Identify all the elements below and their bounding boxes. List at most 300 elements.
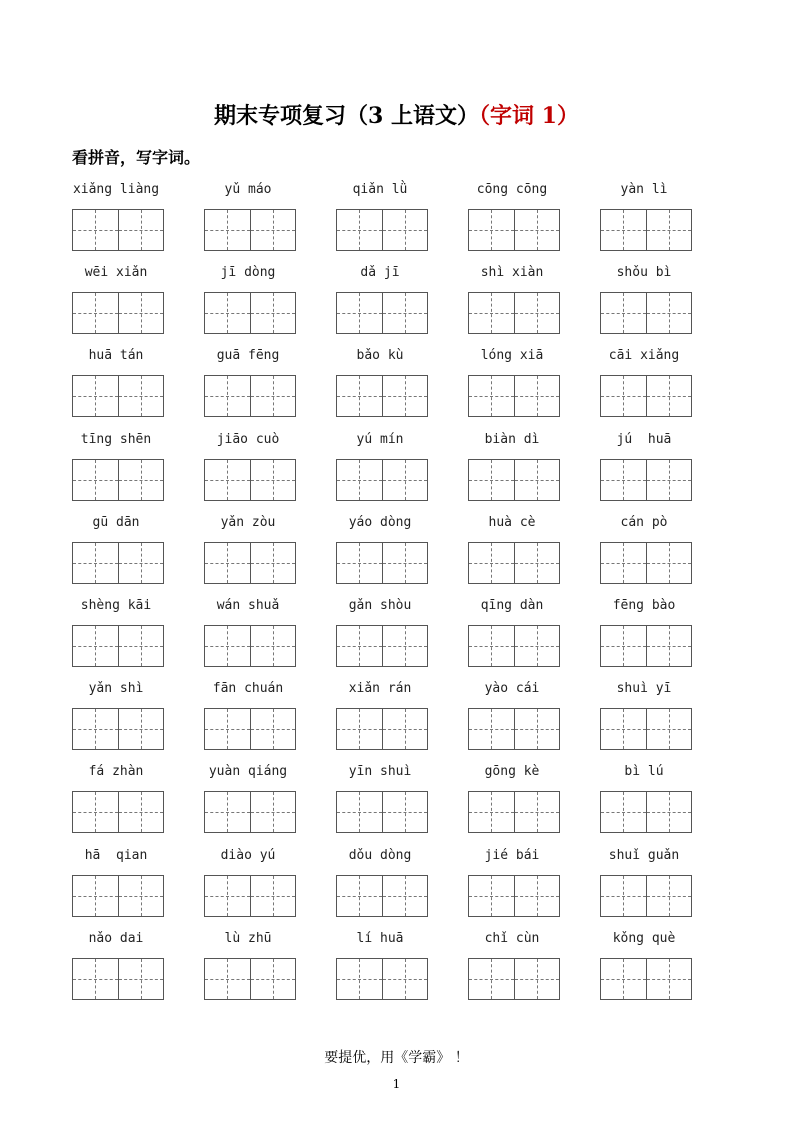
tianzige-box[interactable]	[646, 543, 691, 583]
word-item	[446, 930, 578, 1010]
guide-line-horizontal	[205, 230, 250, 231]
guide-line-horizontal	[383, 729, 427, 730]
tianzige-box[interactable]	[469, 626, 514, 666]
pinyin-label: xiǎn rán	[348, 681, 412, 697]
word-item	[314, 347, 446, 427]
pinyin-label: cōng cōng	[476, 182, 548, 197]
tianzige-box[interactable]	[337, 959, 382, 999]
tianzige-box[interactable]	[205, 959, 250, 999]
word-item	[50, 264, 182, 344]
guide-line-horizontal	[515, 979, 559, 980]
guide-line-horizontal	[647, 979, 691, 980]
tianzige-box[interactable]	[601, 460, 646, 500]
writing-boxes	[204, 791, 296, 833]
writing-boxes	[204, 708, 296, 750]
pinyin-label: qiǎn lǜ	[352, 182, 408, 197]
tianzige-box[interactable]	[469, 792, 514, 832]
guide-line-horizontal	[515, 313, 559, 314]
guide-line-horizontal	[205, 480, 250, 481]
writing-boxes	[72, 791, 164, 833]
writing-boxes	[336, 209, 428, 251]
guide-line-horizontal	[205, 896, 250, 897]
word-item	[182, 264, 314, 344]
footer-slogan: 要提优，用《学霸》 ！	[324, 1050, 469, 1066]
guide-line-horizontal	[205, 729, 250, 730]
tianzige-box[interactable]	[469, 210, 514, 250]
word-item	[578, 264, 710, 344]
tianzige-box[interactable]	[73, 876, 118, 916]
word-item	[314, 514, 446, 594]
pinyin-label: huà cè	[488, 514, 536, 530]
tianzige-box[interactable]	[337, 876, 382, 916]
tianzige-box[interactable]	[469, 959, 514, 999]
guide-line-horizontal	[337, 729, 382, 730]
word-item	[446, 597, 578, 677]
tianzige-box[interactable]	[646, 460, 691, 500]
word-item	[578, 930, 710, 1010]
tianzige-box[interactable]	[601, 293, 646, 333]
tianzige-box[interactable]	[73, 376, 118, 416]
writing-boxes	[336, 542, 428, 584]
tianzige-box[interactable]	[514, 876, 559, 916]
guide-line-horizontal	[469, 480, 514, 481]
word-item	[50, 431, 182, 511]
writing-boxes	[336, 708, 428, 750]
word-item	[578, 763, 710, 843]
pinyin-label: lóng xiā	[480, 348, 544, 364]
tianzige-box[interactable]	[250, 293, 295, 333]
word-item	[50, 597, 182, 677]
writing-boxes	[336, 958, 428, 1000]
tianzige-box[interactable]	[601, 792, 646, 832]
pinyin-label: fēng bào	[612, 598, 676, 613]
tianzige-box[interactable]	[250, 376, 295, 416]
writing-boxes	[72, 958, 164, 1000]
writing-boxes	[468, 791, 560, 833]
pinyin-label: cāi xiǎng	[608, 348, 680, 364]
exercise-instruction: 看拼音，写字词。	[72, 148, 201, 167]
tianzige-box[interactable]	[73, 460, 118, 500]
tianzige-box[interactable]	[337, 210, 382, 250]
tianzige-box[interactable]	[250, 543, 295, 583]
pinyin-label: qīng dàn	[480, 598, 544, 613]
tianzige-box[interactable]	[73, 959, 118, 999]
tianzige-box[interactable]	[382, 376, 427, 416]
tianzige-box[interactable]	[118, 792, 163, 832]
writing-boxes	[336, 375, 428, 417]
tianzige-box[interactable]	[205, 709, 250, 749]
guide-line-horizontal	[251, 313, 295, 314]
guide-line-horizontal	[119, 979, 163, 980]
tianzige-box[interactable]	[118, 293, 163, 333]
tianzige-box[interactable]	[205, 543, 250, 583]
tianzige-box[interactable]	[514, 709, 559, 749]
writing-boxes	[204, 958, 296, 1000]
guide-line-horizontal	[383, 812, 427, 813]
word-item	[182, 930, 314, 1010]
guide-line-horizontal	[251, 729, 295, 730]
tianzige-box[interactable]	[337, 543, 382, 583]
guide-line-horizontal	[469, 729, 514, 730]
pinyin-label: shèng kāi	[80, 598, 152, 613]
tianzige-box[interactable]	[514, 210, 559, 250]
tianzige-box[interactable]	[73, 543, 118, 583]
guide-line-horizontal	[647, 896, 691, 897]
guide-line-horizontal	[647, 480, 691, 481]
guide-line-horizontal	[251, 480, 295, 481]
tianzige-box[interactable]	[250, 460, 295, 500]
word-item	[578, 431, 710, 511]
writing-boxes	[468, 625, 560, 667]
tianzige-box[interactable]	[469, 293, 514, 333]
writing-boxes	[336, 791, 428, 833]
tianzige-box[interactable]	[73, 210, 118, 250]
writing-boxes	[600, 209, 692, 251]
pinyin-label: shǒu bì	[616, 265, 672, 281]
title-highlight: （字词 1）	[479, 103, 579, 129]
tianzige-box[interactable]	[646, 293, 691, 333]
pinyin-label: yuàn qiáng	[208, 764, 288, 780]
tianzige-box[interactable]	[514, 376, 559, 416]
tianzige-box[interactable]	[601, 543, 646, 583]
tianzige-box[interactable]	[646, 876, 691, 916]
tianzige-box[interactable]	[205, 876, 250, 916]
tianzige-box[interactable]	[469, 460, 514, 500]
word-item	[314, 930, 446, 1010]
guide-line-horizontal	[73, 563, 118, 564]
pinyin-label: yú mín	[356, 431, 404, 447]
guide-line-horizontal	[337, 896, 382, 897]
tianzige-box[interactable]	[337, 626, 382, 666]
writing-boxes	[204, 375, 296, 417]
writing-boxes	[468, 958, 560, 1000]
guide-line-horizontal	[601, 812, 646, 813]
pinyin-label: yàn lì	[620, 182, 668, 197]
tianzige-box[interactable]	[514, 792, 559, 832]
tianzige-box[interactable]	[73, 792, 118, 832]
tianzige-box[interactable]	[514, 626, 559, 666]
guide-line-horizontal	[119, 563, 163, 564]
tianzige-box[interactable]	[382, 792, 427, 832]
page-number: 1	[392, 1077, 401, 1091]
word-item	[446, 680, 578, 760]
guide-line-horizontal	[469, 563, 514, 564]
guide-line-horizontal	[647, 396, 691, 397]
guide-line-horizontal	[205, 563, 250, 564]
tianzige-box[interactable]	[118, 876, 163, 916]
tianzige-box[interactable]	[205, 460, 250, 500]
writing-boxes	[204, 292, 296, 334]
tianzige-box[interactable]	[205, 376, 250, 416]
tianzige-box[interactable]	[514, 959, 559, 999]
guide-line-horizontal	[601, 313, 646, 314]
pinyin-label: hā qian	[84, 847, 148, 863]
pinyin-label: yǎn zòu	[220, 514, 276, 530]
guide-line-horizontal	[251, 230, 295, 231]
tianzige-box[interactable]	[205, 293, 250, 333]
writing-boxes	[204, 459, 296, 501]
guide-line-horizontal	[119, 729, 163, 730]
tianzige-box[interactable]	[514, 293, 559, 333]
pinyin-label: diào yú	[220, 847, 276, 863]
tianzige-box[interactable]	[646, 792, 691, 832]
guide-line-horizontal	[337, 812, 382, 813]
tianzige-box[interactable]	[601, 876, 646, 916]
pinyin-label: jiāo cuò	[216, 431, 280, 447]
tianzige-box[interactable]	[469, 709, 514, 749]
writing-boxes	[72, 625, 164, 667]
pinyin-label: fān chuán	[212, 681, 284, 697]
guide-line-horizontal	[647, 313, 691, 314]
tianzige-box[interactable]	[250, 709, 295, 749]
word-item	[182, 514, 314, 594]
tianzige-box[interactable]	[601, 709, 646, 749]
writing-boxes	[204, 542, 296, 584]
guide-line-horizontal	[383, 313, 427, 314]
tianzige-box[interactable]	[382, 626, 427, 666]
writing-boxes	[336, 875, 428, 917]
tianzige-box[interactable]	[118, 543, 163, 583]
pinyin-label: fá zhàn	[88, 764, 144, 780]
pinyin-label: tīng shēn	[80, 431, 152, 447]
guide-line-horizontal	[647, 563, 691, 564]
tianzige-box[interactable]	[205, 210, 250, 250]
tianzige-box[interactable]	[382, 210, 427, 250]
guide-line-horizontal	[383, 896, 427, 897]
guide-line-horizontal	[383, 230, 427, 231]
title-main: 期末专项复习（3 上语文）	[214, 103, 479, 129]
pinyin-label: yáo dòng	[348, 514, 412, 530]
writing-boxes	[468, 459, 560, 501]
tianzige-box[interactable]	[250, 792, 295, 832]
tianzige-box[interactable]	[646, 959, 691, 999]
writing-boxes	[336, 459, 428, 501]
guide-line-horizontal	[469, 313, 514, 314]
tianzige-box[interactable]	[601, 210, 646, 250]
tianzige-box[interactable]	[514, 543, 559, 583]
word-item	[50, 763, 182, 843]
guide-line-horizontal	[601, 729, 646, 730]
tianzige-box[interactable]	[382, 959, 427, 999]
pinyin-label: chǐ cùn	[484, 930, 540, 946]
guide-line-horizontal	[601, 563, 646, 564]
tianzige-box[interactable]	[73, 626, 118, 666]
guide-line-horizontal	[251, 646, 295, 647]
guide-line-horizontal	[251, 896, 295, 897]
word-item	[446, 264, 578, 344]
pinyin-label: yǎn shì	[88, 681, 144, 697]
pinyin-label: bì lú	[624, 764, 664, 780]
guide-line-horizontal	[469, 979, 514, 980]
word-item	[578, 847, 710, 927]
tianzige-box[interactable]	[118, 460, 163, 500]
guide-line-horizontal	[73, 729, 118, 730]
guide-line-horizontal	[469, 646, 514, 647]
guide-line-horizontal	[515, 646, 559, 647]
tianzige-box[interactable]	[514, 460, 559, 500]
guide-line-horizontal	[647, 729, 691, 730]
tianzige-box[interactable]	[382, 293, 427, 333]
tianzige-box[interactable]	[337, 709, 382, 749]
tianzige-box[interactable]	[250, 876, 295, 916]
tianzige-box[interactable]	[382, 543, 427, 583]
guide-line-horizontal	[601, 646, 646, 647]
tianzige-box[interactable]	[73, 709, 118, 749]
guide-line-horizontal	[251, 812, 295, 813]
guide-line-horizontal	[73, 396, 118, 397]
writing-boxes	[72, 459, 164, 501]
tianzige-box[interactable]	[337, 376, 382, 416]
guide-line-horizontal	[119, 313, 163, 314]
tianzige-box[interactable]	[118, 709, 163, 749]
tianzige-box[interactable]	[118, 210, 163, 250]
word-item	[182, 597, 314, 677]
tianzige-box[interactable]	[337, 792, 382, 832]
tianzige-box[interactable]	[469, 543, 514, 583]
guide-line-horizontal	[73, 230, 118, 231]
tianzige-box[interactable]	[646, 210, 691, 250]
guide-line-horizontal	[119, 812, 163, 813]
pinyin-label: lù zhū	[224, 930, 272, 946]
word-item	[314, 847, 446, 927]
word-item	[578, 597, 710, 677]
guide-line-horizontal	[337, 480, 382, 481]
word-item	[578, 347, 710, 427]
pinyin-label: lí huā	[356, 930, 404, 946]
word-item	[50, 181, 182, 261]
tianzige-box[interactable]	[205, 626, 250, 666]
pinyin-label: guā fēng	[216, 348, 280, 364]
guide-line-horizontal	[205, 812, 250, 813]
tianzige-box[interactable]	[646, 376, 691, 416]
word-item	[446, 847, 578, 927]
pinyin-label: wán shuǎ	[216, 598, 280, 613]
tianzige-box[interactable]	[601, 959, 646, 999]
word-item	[182, 181, 314, 261]
pinyin-label: dǒu dòng	[348, 847, 412, 863]
pinyin-label: shì xiàn	[480, 265, 544, 281]
guide-line-horizontal	[469, 396, 514, 397]
guide-line-horizontal	[601, 230, 646, 231]
guide-line-horizontal	[73, 896, 118, 897]
tianzige-box[interactable]	[118, 376, 163, 416]
word-item	[182, 680, 314, 760]
pinyin-label: nǎo dai	[88, 930, 144, 946]
tianzige-box[interactable]	[73, 293, 118, 333]
pinyin-label: jī dòng	[220, 265, 276, 281]
tianzige-box[interactable]	[118, 959, 163, 999]
writing-boxes	[204, 875, 296, 917]
guide-line-horizontal	[119, 646, 163, 647]
word-item	[182, 431, 314, 511]
word-item	[314, 431, 446, 511]
guide-line-horizontal	[119, 396, 163, 397]
word-item	[50, 930, 182, 1010]
guide-line-horizontal	[383, 563, 427, 564]
writing-boxes	[72, 708, 164, 750]
guide-line-horizontal	[647, 646, 691, 647]
pinyin-label: gǎn shòu	[348, 598, 412, 613]
writing-boxes	[72, 875, 164, 917]
tianzige-box[interactable]	[382, 709, 427, 749]
word-item	[314, 680, 446, 760]
tianzige-box[interactable]	[646, 709, 691, 749]
pinyin-label: jú huā	[616, 431, 672, 447]
guide-line-horizontal	[73, 480, 118, 481]
guide-line-horizontal	[205, 979, 250, 980]
pinyin-label: biàn dì	[484, 431, 540, 447]
writing-boxes	[600, 791, 692, 833]
word-item	[50, 847, 182, 927]
guide-line-horizontal	[383, 979, 427, 980]
writing-boxes	[600, 625, 692, 667]
guide-line-horizontal	[251, 563, 295, 564]
guide-line-horizontal	[383, 396, 427, 397]
tianzige-box[interactable]	[469, 376, 514, 416]
tianzige-box[interactable]	[205, 792, 250, 832]
word-item	[446, 431, 578, 511]
tianzige-box[interactable]	[382, 876, 427, 916]
tianzige-box[interactable]	[118, 626, 163, 666]
guide-line-horizontal	[337, 563, 382, 564]
pinyin-label: jié bái	[484, 847, 540, 863]
tianzige-box[interactable]	[601, 376, 646, 416]
writing-boxes	[600, 958, 692, 1000]
pinyin-label: gū dān	[92, 514, 140, 530]
pinyin-label: shuǐ guǎn	[608, 847, 680, 863]
tianzige-box[interactable]	[250, 626, 295, 666]
writing-boxes	[336, 292, 428, 334]
writing-boxes	[72, 209, 164, 251]
guide-line-horizontal	[251, 979, 295, 980]
word-item	[314, 181, 446, 261]
guide-line-horizontal	[119, 230, 163, 231]
writing-boxes	[468, 375, 560, 417]
word-item	[182, 763, 314, 843]
pinyin-label: yǔ máo	[224, 182, 272, 197]
guide-line-horizontal	[73, 979, 118, 980]
writing-boxes	[204, 209, 296, 251]
writing-boxes	[600, 875, 692, 917]
word-item	[446, 181, 578, 261]
tianzige-box[interactable]	[601, 626, 646, 666]
writing-boxes	[468, 292, 560, 334]
pinyin-label: xiǎng liàng	[72, 182, 160, 197]
tianzige-box[interactable]	[337, 293, 382, 333]
guide-line-horizontal	[469, 230, 514, 231]
writing-boxes	[204, 625, 296, 667]
word-item	[50, 680, 182, 760]
tianzige-box[interactable]	[469, 876, 514, 916]
word-item	[50, 347, 182, 427]
writing-boxes	[600, 708, 692, 750]
tianzige-box[interactable]	[337, 460, 382, 500]
guide-line-horizontal	[205, 646, 250, 647]
pinyin-label: dǎ jī	[360, 265, 400, 281]
writing-boxes	[600, 375, 692, 417]
guide-line-horizontal	[337, 230, 382, 231]
tianzige-box[interactable]	[250, 959, 295, 999]
tianzige-box[interactable]	[646, 626, 691, 666]
tianzige-box[interactable]	[382, 460, 427, 500]
word-item	[446, 763, 578, 843]
word-item	[50, 514, 182, 594]
guide-line-horizontal	[515, 812, 559, 813]
tianzige-box[interactable]	[250, 210, 295, 250]
writing-boxes	[72, 375, 164, 417]
guide-line-horizontal	[337, 313, 382, 314]
word-item	[182, 847, 314, 927]
